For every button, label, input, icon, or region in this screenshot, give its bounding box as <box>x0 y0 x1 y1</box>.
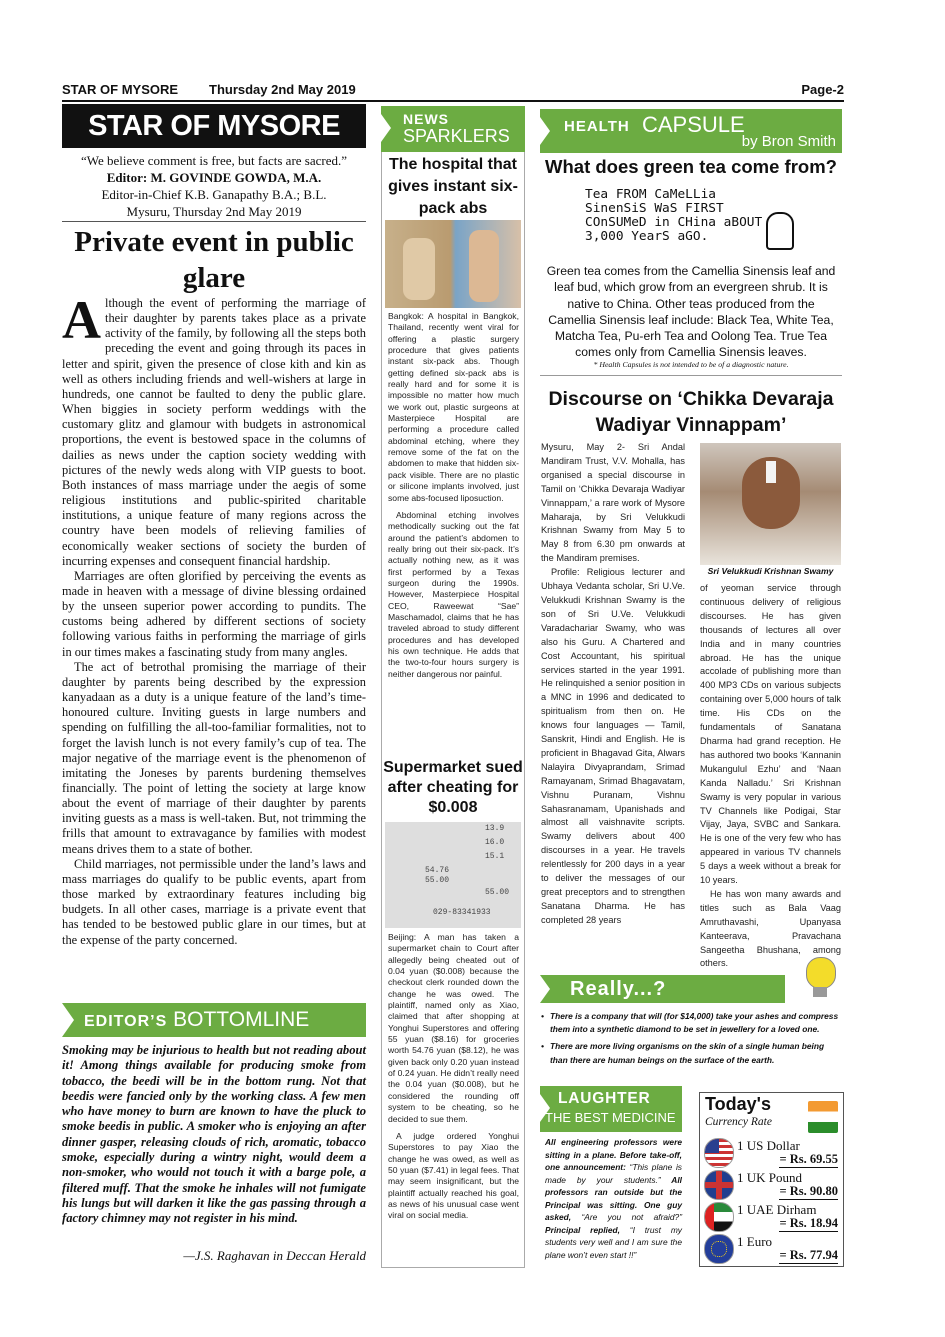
really-label: Really...? <box>570 978 667 1000</box>
best-medicine-label: THE BEST MEDICINE <box>545 1110 676 1125</box>
rate-row <box>704 1138 840 1170</box>
hospital-headline: The hospital that gives instant six-pack abs <box>388 156 518 217</box>
list-item: • There is a company that will (for $14,000) take your ashes and compress them into a synthetic diamond to be set in jewellery for a loved one. <box>550 1010 842 1036</box>
currency-name: 1 UAE Dirham <box>737 1202 817 1217</box>
divider <box>62 221 366 222</box>
currency-value: = Rs. 77.94 <box>779 1248 838 1262</box>
hospital-story <box>388 311 519 680</box>
editorial-headline: Private event in public glare <box>74 226 354 294</box>
page-number: Page-2 <box>801 82 844 97</box>
masthead-chief: Editor-in-Chief K.B. Ganapathy B.A.; B.L. <box>101 187 327 202</box>
currency-rate-box <box>699 1092 844 1267</box>
health-note: * Health Capsules is not intended to be of a diagnostic nature. <box>593 360 789 369</box>
discourse-paragraph: He has won many awards and titles such as Bala Vaag Amruthavashi, Upanyasa Kanteerava, Pravachana Sangeetha Bhushana, among others. <box>700 888 841 969</box>
swamy-photo <box>700 443 841 565</box>
masthead-dateline: Mysuru, Thursday 2nd May 2019 <box>126 204 302 219</box>
story-paragraph: Beijing: A man has taken a supermarket chain to Court after allegedly being cheated out of 0.04 yuan ($0.008) because the checkout clerk rounded down the change he was owed. The plaintiff, named only as Xiao, claimed that after shopping at Yonghui Superstores and offering 55 yuan ($8.16) for groceries worth 54.76 yuan ($8.12), he was given back only 0.20 yuan instead of 0.24 yuan. He didn’t really need the 0.04 yuan ($0.008), but he considered the rounding off system to be cheating, so he decided to sue them. <box>388 932 519 1124</box>
joke-text: All engineering professors were sitting in a plane. Before take-off, one announcement: “This plane is made by your students.” All professors ran outside but the Principal was sitting. One guy asked, “Are you not afraid?” Principal replied, “I trust my students very well and I am sure the plane won’t even start !!” <box>545 1137 682 1260</box>
sparklers-label: SPARKLERS <box>403 126 510 146</box>
masthead-quote: “We believe comment is free, but facts are sacred.” <box>80 153 348 168</box>
bottomline-banner <box>62 1003 366 1037</box>
banner-arrow-icon <box>62 1003 74 1037</box>
discourse-headline: Discourse on ‘Chikka Devaraja Wadiyar Vinnappam’ <box>548 388 834 436</box>
health-capsule-banner <box>540 109 842 153</box>
divider <box>540 375 842 376</box>
story-paragraph: A judge ordered Yonghui Superstores to pay Xiao the change he was owed, as well as 50 yuan ($7.41) in legal fees. That may seem insignificant, but the plaintiff actually reached his goal, as news of his unusual case went viral on social media. <box>388 1130 519 1221</box>
list-item: • There are more living organisms on the skin of a single human being than there are human beings on the surface of the earth. <box>550 1040 842 1066</box>
editorial-paragraph: Child marriages, not permissible under the land’s laws and mass marriages do qualify to be public events, apart from those marked by extraordinary features including big budgets. In all other cases, marriage is a private event that has tended to be bestowed public glare in our times, but at the expense of the party concerned. <box>62 856 366 947</box>
story-paragraph: Bangkok: A hospital in Bangkok, Thailand, recently went viral for offering a plastic surgery procedure that gives patients instant six-pack abs. Though getting defined six-pack abs is really hard and for some it is impossible no matter how much we work out, plastic surgeons at Masterpiece Hospital are performing a procedure called abdominal etching, where they remove some of the fat on the abdomen to make that hidden six-pack visible. There are no plastic or silicone implants involved, just some abs-focused liposuction. <box>388 311 519 503</box>
laughter-label: LAUGHTER <box>558 1090 651 1107</box>
currency-value: = Rs. 90.80 <box>779 1184 838 1198</box>
eu-flag-icon <box>704 1234 734 1264</box>
page-header <box>62 80 844 102</box>
news-label: NEWS <box>403 111 449 127</box>
currency-name: 1 US Dollar <box>737 1138 800 1153</box>
discourse-paragraph: Mysuru, May 2- Sri Andal Mandiram Trust, V.V. Mohalla, has organised a special discourse in Tamil on ‘Chikka Devaraja Wadiyar Vinnappam,’ a rare work of Mysore Maharaja, by Sri Velukkudi Krishnan Swamy from May 5 to May 8 from 6.30 pm onwards at the Mandiram premises. <box>541 442 685 564</box>
capsule-label: CAPSULE <box>642 112 745 137</box>
green-tea-headline: What does green tea come from? <box>545 156 837 177</box>
currency-name: 1 UK Pound <box>737 1170 803 1185</box>
rate-row <box>704 1234 840 1266</box>
receipt-photo: 13.9 16.0 15.1 54.76 55.00 55.00 029-83341933 <box>385 822 521 928</box>
rate-row <box>704 1170 840 1202</box>
uk-flag-icon <box>704 1170 734 1200</box>
supermarket-headline: Supermarket sued after cheating for $0.008 <box>383 759 523 816</box>
green-tea-cartoon <box>585 188 800 250</box>
discourse-text-right <box>700 582 841 971</box>
issue-date: Thursday 2nd May 2019 <box>209 82 356 97</box>
banner-arrow-icon <box>540 117 550 145</box>
paper-name: STAR OF MYSORE <box>62 82 179 97</box>
rate-row <box>704 1202 840 1234</box>
currency-value: = Rs. 69.55 <box>779 1152 838 1166</box>
masthead-editor: Editor: M. GOVINDE GOWDA, M.A. <box>106 170 322 185</box>
us-flag-icon <box>704 1138 734 1168</box>
banner-arrow-icon <box>381 114 391 142</box>
really-banner <box>540 975 785 1003</box>
editorial-paragraph: Although the event of performing the marriage of their daughter by parents takes place as a private activity of the family, by following all the steps both preceding the event and going through its paces in letter and spirit, given the presence of close kith and kin as well as others including friends and well-wishers at large in hundreds, one cannot be faulted to deny the public glare. When biggies in society perform weddings with the customary glitz and glamour with budgets in astronomical proportions, the event is bestowed space in the columns of dailies as news under the caption society wedding with pictures of the newly weds along with VIP guests to boot. Both instances of mass marriage under the aegis of some religious institutions and public-spirited charitable institutions, a unique feature of many regions across the country have been models of relieving families of economically weaker sections of society the burden of incurring expenses and consequent financial hardship. <box>62 290 366 568</box>
bottomline-source: —J.S. Raghavan in Deccan Herald <box>183 1248 366 1263</box>
editorial-paragraph: Marriages are often glorified by perceiving the events as made in heaven with a message of divine blessing ordained by the unseen superior power according to pundits. The customs being adhered by different sections of society following various faiths in performing the marriage of girls in our times makes a fascinating study from many angles. <box>62 568 366 659</box>
editorial-paragraph: The act of betrothal promising the marriage of their daughter by parents being described by the expression kanyadaan as a duty is a unique feature of the land’s time-honoured culture. Inviting guests in large numbers and spending on fulfilling the all-too-familiar formalities, not to forget the lavish lunch is not every family’s cup of tea. The major negative of the marriage event is the phenomenon of imitating the Joneses by parents burdening themselves financially. The point of letting the society at large know about the event of marriage of their daughter by parents inviting guests as a mass is well-taken. But, not trimming the frills that amount to extravagance by families with modest means drives them to a state of bother. <box>62 659 366 856</box>
cartoon-text: Tea FROM CaMeLLia SinenSiS WaS FIRST COnSUMeD in CHina aBOUT 3,000 YearS aGO. <box>585 187 763 244</box>
supermarket-story <box>388 932 519 1222</box>
rates-subtitle: Currency Rate <box>705 1116 772 1128</box>
masthead-info <box>62 152 366 220</box>
health-byline: by Bron Smith <box>741 133 836 150</box>
currency-value: = Rs. 18.94 <box>779 1216 838 1230</box>
india-flag-icon <box>808 1101 838 1133</box>
drop-cap: A <box>62 290 101 350</box>
bottomline-text: Smoking may be injurious to health but not reading about it! Among things available for producing smoke from tobacco, the beedi will be in the bottom rung. Not that beedis were fancied only by the working class. A few men who have money to burn are known to have the pluck to smoke beedis in public. A smoker who is enjoying an after dinner gasper, releasing clouds of rich, aromatic, tobacco smoke, especially during a wintry night, would deem a non-smoker, who would not touch it with a barge pole, a filtered muff. That the smoke he inhales will not fumigate his lungs but will darken it like the gas passing through a factory chimney may not register in his mind. <box>62 1043 366 1226</box>
six-pack-photo <box>385 220 521 308</box>
discourse-paragraph: of yeoman service through continuous delivery of religious discourses. He has given thousands of lectures all over India and in many countries abroad. He has the unique accolade of publishing more than 400 MP3 CDs on various subjects containing over 5,000 hours of talk time. His CDs on the fundamentals of Sanatana Dharma had grand reception. He has authored two books ‘Kannanin Mukangulul Ezhu’ and ‘Naan Kanda Nalladu.’ Sri Krishnan Swamy is very popular in various TV Channels like Podigai, Star Vijay, Jaya, SVBC and Sankara. He is one of the very few who has appeared in various TV channels 5 days a week without a break for 10 years. <box>700 583 841 886</box>
masthead-title: STAR OF MYSORE <box>62 104 366 148</box>
editorial-body <box>62 290 366 948</box>
banner-arrow-icon <box>540 975 550 1003</box>
really-list <box>550 1010 842 1071</box>
news-sparklers-banner <box>381 106 525 152</box>
discourse-paragraph: Profile: Religious lecturer and Ubhaya Vedanta scholar, Sri U.Ve. Velukkudi Krishnan Swamy is the son of Sri U.Ve. Velukkudi Varadachariar Swamy, who was also his Guru. A Chartered and Cost Accountant, his spiritual services started in the year 1991. He relinquished a senior position in a MNC in 1996 and dedicated to spiritualism from then on. He knows four languages — Tamil, Sanskrit, Hindi and English. He is proficient in Bhagavad Gita, Alwars Nalayira Divyaprandam, Srimad Ramayanam, Srimad Bhagavatam, Vishnu Puranam, Vishnu Sahasranamam, Upanishads and almost all vaishnavite scripts. Swamy delivers about 400 discourses in a year. He travels relentlessly for 200 days in a year to deliver the messages of our great preceptors and to strengthen Sanatana Dharma. He has completed 28 years <box>541 567 685 925</box>
uae-flag-icon <box>704 1202 734 1232</box>
currency-name: 1 Euro <box>737 1234 773 1249</box>
cartoon-figure-icon <box>766 212 794 250</box>
bottomline-label-b: BOTTOMLINE <box>173 1008 310 1031</box>
health-label: HEALTH <box>564 118 630 135</box>
bottomline-label-a: EDITOR’S <box>84 1013 168 1030</box>
discourse-text-left <box>541 441 685 928</box>
lightbulb-icon <box>800 957 840 1003</box>
photo-caption: Sri Velukkudi Krishnan Swamy <box>707 566 834 576</box>
green-tea-text: Green tea comes from the Camellia Sinensis leaf and leaf bud, which grow from an evergreen shrub. It is native to China. Other teas produced from the Camellia Sinensis leaf include: Black Tea, White Tea, Matcha Tea, Pu-erh Tea and Oolong Tea. True Tea comes only from Camellia Sinensis leaves. <box>546 264 836 360</box>
rates-title: Today's <box>705 1094 771 1114</box>
laughter-banner <box>540 1086 682 1132</box>
story-paragraph: Abdominal etching involves methodically sucking out the fat around the patient’s abdomen to really bring out their six-pack. It’s actually nothing new, as it was first performed by a Texas surgeon during the 1990s. However, Masterpiece Hospital CEO, Raweewat “Sae” Maschamadol, claims that he has traveled abroad to study different procedures and has developed his own technique. He adds that the two-to-four hours surgery is neither dangerous nor painful. <box>388 509 519 679</box>
